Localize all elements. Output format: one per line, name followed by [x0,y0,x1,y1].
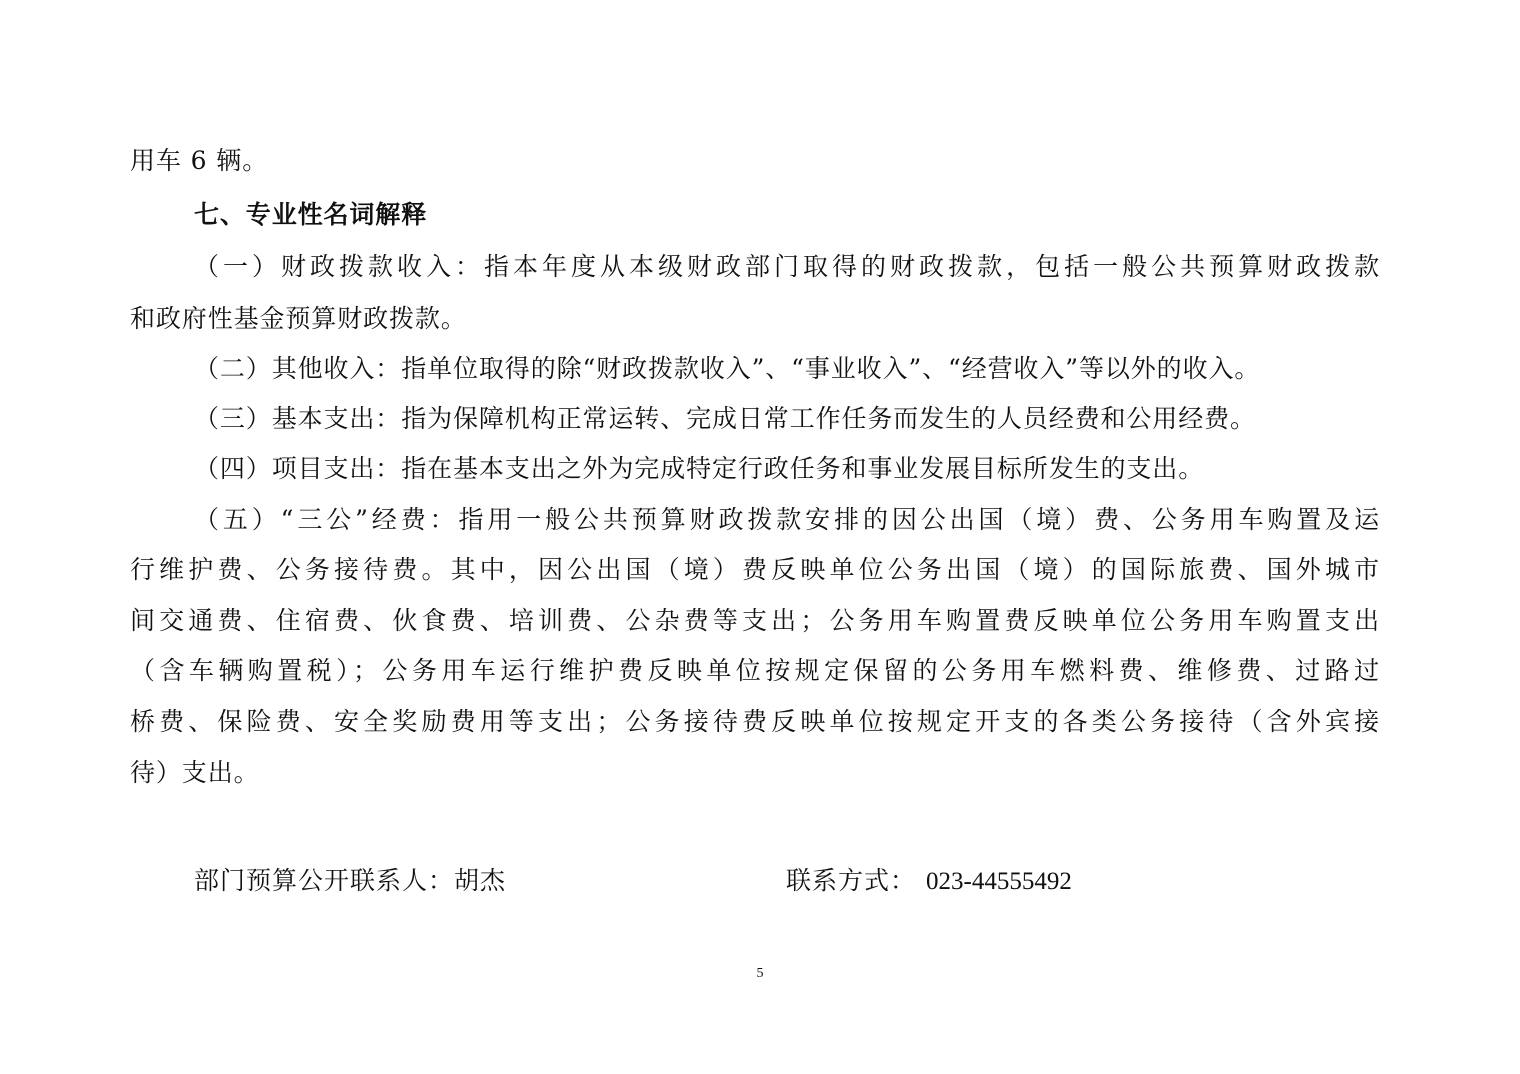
paragraph-line: 行维护费、公务接待费。其中，因公出国（境）费反映单位公务出国（境）的国际旅费、国外城市 [130,555,1380,584]
contact-phone-number: 023-44555492 [926,868,1072,895]
paragraph-line: 用车 6 辆。 [130,146,269,175]
contact-person: 部门预算公开联系人：胡杰 [194,866,507,895]
paragraph-line: 间交通费、住宿费、伙食费、培训费、公杂费等支出；公务用车购置费反映单位公务用车购置支出 [130,606,1380,635]
paragraph-line: （五）“三公”经费：指用一般公共预算财政拨款安排的因公出国（境）费、公务用车购置及运 [194,505,1380,534]
paragraph-line: （三）基本支出：指为保障机构正常运转、完成日常工作任务而发生的人员经费和公用经费。 [194,404,1256,433]
contact-phone-label: 联系方式： [786,866,917,895]
paragraph-line: （一）财政拨款收入：指本年度从本级财政部门取得的财政拨款，包括一般公共预算财政拨款 [194,252,1380,281]
paragraph-line: （四）项目支出：指在基本支出之外为完成特定行政任务和事业发展目标所发生的支出。 [194,454,1205,483]
section-heading: 七、专业性名词解释 [194,200,428,229]
contact-method [786,864,1072,899]
paragraph-line: 待）支出。 [130,758,260,787]
page-number: 5 [756,966,764,981]
paragraph-line: 和政府性基金预算财政拨款。 [130,304,467,333]
paragraph-line: （含车辆购置税）；公务用车运行维护费反映单位按规定保留的公务用车燃料费、维修费、过路过 [130,656,1380,685]
paragraph-line: （二）其他收入：指单位取得的除“财政拨款收入”、“事业收入”、“经营收入”等以外的收入。 [194,354,1261,383]
paragraph-line: 桥费、保险费、安全奖励费用等支出；公务接待费反映单位按规定开支的各类公务接待（含外宾接 [130,707,1380,736]
